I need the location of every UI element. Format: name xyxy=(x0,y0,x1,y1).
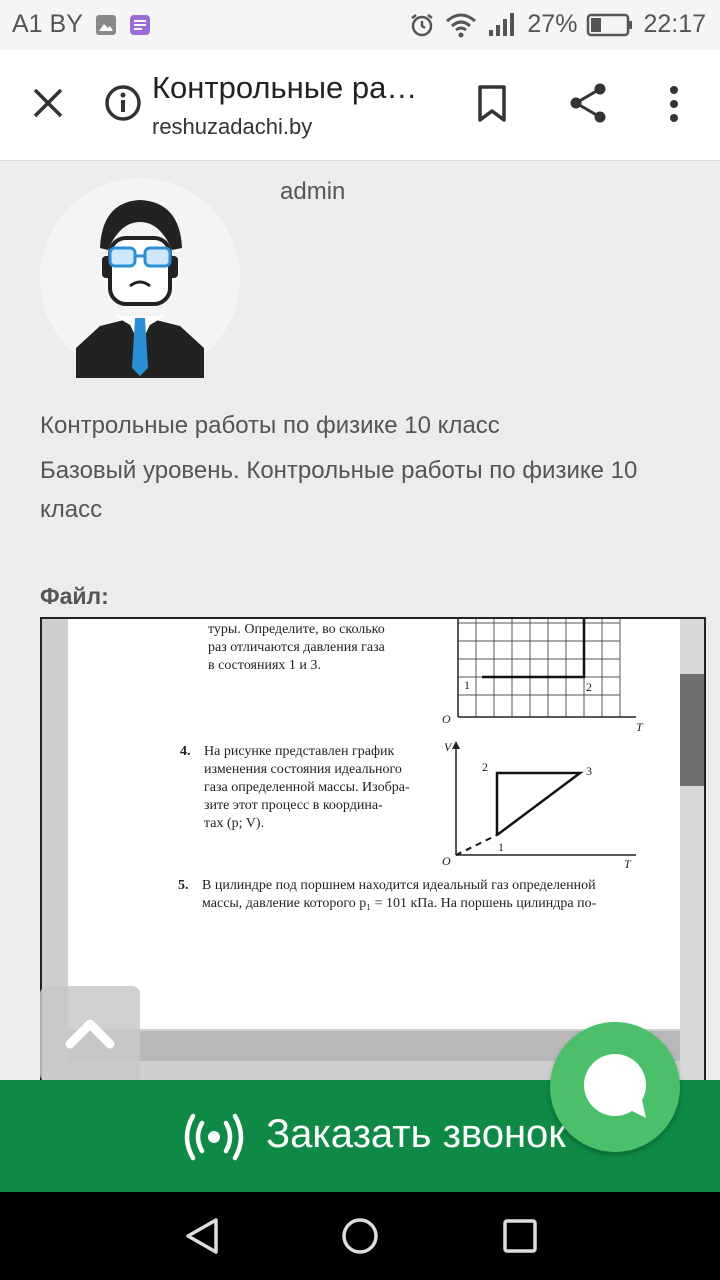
graph2-origin-label: O xyxy=(442,854,451,868)
q4-line: тах (p; V). xyxy=(204,816,265,831)
app-notification-icon xyxy=(129,14,151,36)
graph1-origin-label: O xyxy=(442,712,451,726)
author-name[interactable]: admin xyxy=(280,178,346,205)
question-4-text xyxy=(204,743,454,833)
scroll-to-top-button[interactable] xyxy=(40,986,140,1082)
q5-line: В цилиндре под поршнем находится идеальный газ определенной xyxy=(202,878,596,893)
page-title: Контрольные ра… xyxy=(152,70,418,105)
carrier-label: A1 BY xyxy=(12,10,83,38)
file-label: Файл: xyxy=(40,583,109,609)
graph1-x-label: T xyxy=(636,720,643,734)
home-icon[interactable] xyxy=(340,1216,380,1256)
post-description: Базовый уровень. Контрольные работы по физике 10 класс xyxy=(40,457,638,523)
graph1-point-2: 2 xyxy=(586,680,592,694)
more-options-icon[interactable] xyxy=(662,84,686,124)
graph1-point-1: 1 xyxy=(464,678,470,692)
status-bar xyxy=(0,0,720,50)
close-icon[interactable] xyxy=(30,85,66,121)
page-domain: reshuzadachi.by xyxy=(152,114,313,139)
graph2-point-3: 3 xyxy=(586,764,592,778)
graph2-point-2: 2 xyxy=(482,760,488,774)
signal-icon xyxy=(487,12,517,38)
q4-line: На рисунке представлен график xyxy=(204,744,395,759)
chat-button[interactable] xyxy=(550,1022,680,1152)
info-icon[interactable] xyxy=(104,84,142,122)
custom-tab-toolbar xyxy=(0,50,720,161)
graph-pt-question-3 xyxy=(438,619,643,734)
graph2-x-label: T xyxy=(624,857,631,871)
q4-line: изменения состояния идеального xyxy=(204,762,402,777)
vertical-scrollbar-thumb[interactable] xyxy=(680,674,704,786)
q3-line: туры. Определите, во сколько xyxy=(208,622,385,637)
author-avatar xyxy=(40,178,240,378)
question-4-number: 4. xyxy=(180,744,191,759)
gallery-notification-icon xyxy=(95,14,117,36)
back-icon[interactable] xyxy=(182,1216,222,1256)
q3-line: раз отличаются давления газа xyxy=(208,640,385,655)
question-5-number: 5. xyxy=(178,878,189,893)
callback-label[interactable]: Заказать звонок xyxy=(266,1112,566,1156)
q3-line: в состояниях 1 и 3. xyxy=(208,658,321,673)
battery-icon xyxy=(587,13,633,37)
chat-bubble-icon xyxy=(550,1022,680,1152)
graph2-point-1: 1 xyxy=(498,840,504,854)
q4-line: зите этот процесс в координа- xyxy=(204,798,383,813)
graph-vt-question-4 xyxy=(438,741,638,871)
system-navigation-bar xyxy=(0,1192,720,1280)
alarm-icon xyxy=(409,12,435,38)
broadcast-icon xyxy=(182,1112,246,1162)
share-icon[interactable] xyxy=(568,82,608,124)
wifi-icon xyxy=(445,12,477,38)
document-page xyxy=(68,619,680,1029)
q5-line: массы, давление которого p₁ = 101 кПа. На поршень цилиндра по- xyxy=(202,896,597,911)
recents-icon[interactable] xyxy=(502,1218,538,1254)
graph2-y-label: V xyxy=(444,740,452,754)
question-3-text xyxy=(208,621,458,675)
bookmark-icon[interactable] xyxy=(476,84,508,124)
battery-percent: 27% xyxy=(527,10,578,38)
question-5-text xyxy=(202,877,642,913)
clock: 22:17 xyxy=(643,10,706,38)
chevron-up-icon xyxy=(40,986,140,1082)
q4-line: газа определенной массы. Изобра- xyxy=(204,780,410,795)
avatar-illustration xyxy=(40,178,240,378)
post-category[interactable]: Контрольные работы по физике 10 класс xyxy=(40,412,500,439)
